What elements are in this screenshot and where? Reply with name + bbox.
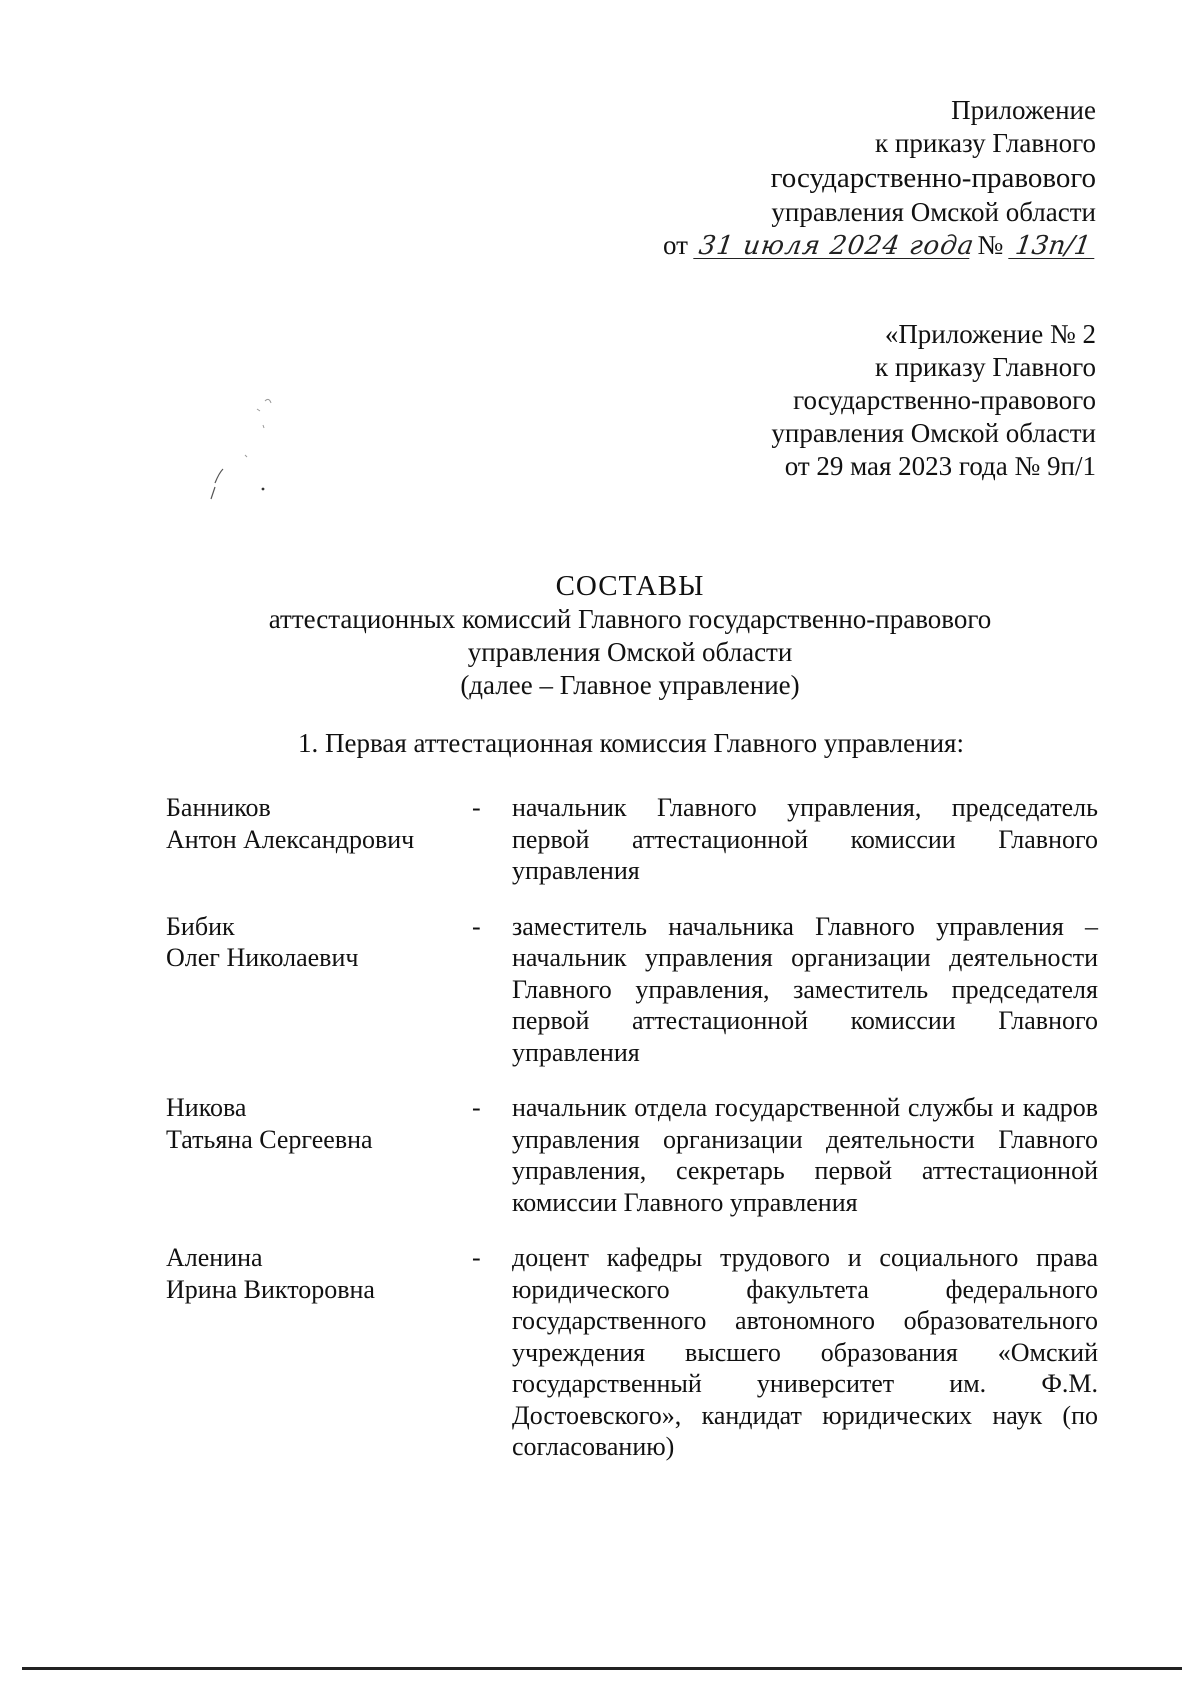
member-name xyxy=(166,1242,472,1463)
member-dash: - xyxy=(472,911,481,941)
scan-specks xyxy=(205,395,295,525)
original-appendix-order-ref: к приказу Главного xyxy=(875,352,1096,382)
member-name xyxy=(166,1092,472,1218)
number-label: № xyxy=(977,230,1004,260)
member-dash: - xyxy=(472,1093,481,1122)
handwritten-date: 31 июля 2024 года xyxy=(693,234,973,259)
member-name xyxy=(166,792,472,887)
member-row xyxy=(166,1242,1098,1463)
member-row xyxy=(166,792,1098,887)
member-list xyxy=(166,792,1098,1463)
member-row xyxy=(166,911,1098,1069)
original-appendix-org-line-2: управления Омской области xyxy=(771,418,1096,448)
original-appendix-org-line: государственно-правового xyxy=(793,385,1096,415)
member-surname: Банников xyxy=(166,793,271,822)
original-appendix-title: «Приложение № 2 xyxy=(884,319,1096,349)
scan-bottom-edge xyxy=(22,1667,1182,1670)
appendix-org-line: государственно-правового xyxy=(770,162,1096,194)
from-label: от xyxy=(663,230,688,260)
member-dash: - xyxy=(472,793,481,822)
member-row xyxy=(166,1092,1098,1218)
member-name xyxy=(166,911,472,1069)
title-heading: СОСТАВЫ xyxy=(555,570,705,602)
document-title xyxy=(0,570,1200,702)
appendix-org-line-2: управления Омской области xyxy=(771,197,1096,227)
handwritten-number: 13п/1 xyxy=(1008,234,1098,259)
member-given-names: Татьяна Сергеевна xyxy=(166,1124,373,1154)
title-line-4: (далее – Главное управление) xyxy=(460,670,800,700)
member-surname: Бибик xyxy=(166,911,235,941)
member-dash: - xyxy=(472,1243,481,1272)
member-given-names: Ирина Викторовна xyxy=(166,1274,375,1304)
title-line-3: управления Омской области xyxy=(467,637,793,667)
original-appendix-date: от 29 мая 2023 года № 9п/1 xyxy=(784,451,1096,481)
member-role: начальник отдела государственной службы и кадров управления организации деятельности Главного управления, секретарь первой аттестационной комиссии Главного управления xyxy=(512,1093,1098,1217)
member-surname: Аленина xyxy=(166,1243,263,1272)
appendix-order-ref: к приказу Главного xyxy=(875,128,1096,158)
member-role: доцент кафедры трудового и социального права юридического факультета федерального государственного автономного образовательного учреждения высшего образования «Омский государственный университет им. Ф.М. Достоевского», кандидат юридических наук (по согласованию) xyxy=(512,1243,1098,1461)
member-role: заместитель начальника Главного управления – начальник управления организации деятельности Главного управления, заместитель председателя первой аттестационной комиссии Главного управления xyxy=(512,911,1098,1067)
member-given-names: Антон Александрович xyxy=(166,824,415,854)
member-surname: Никова xyxy=(166,1093,247,1122)
appendix-title: Приложение xyxy=(951,95,1096,125)
member-role: начальник Главного управления, председатель первой аттестационной комиссии Главного управления xyxy=(512,793,1098,885)
appendix-header xyxy=(663,94,1096,262)
member-given-names: Олег Николаевич xyxy=(166,943,359,972)
appendix-date-line xyxy=(663,229,1096,262)
title-line-2: аттестационных комиссий Главного государственно-правового xyxy=(268,604,992,634)
section-heading: 1. Первая аттестационная комиссия Главного управления: xyxy=(298,728,964,758)
original-appendix-header xyxy=(771,318,1096,483)
